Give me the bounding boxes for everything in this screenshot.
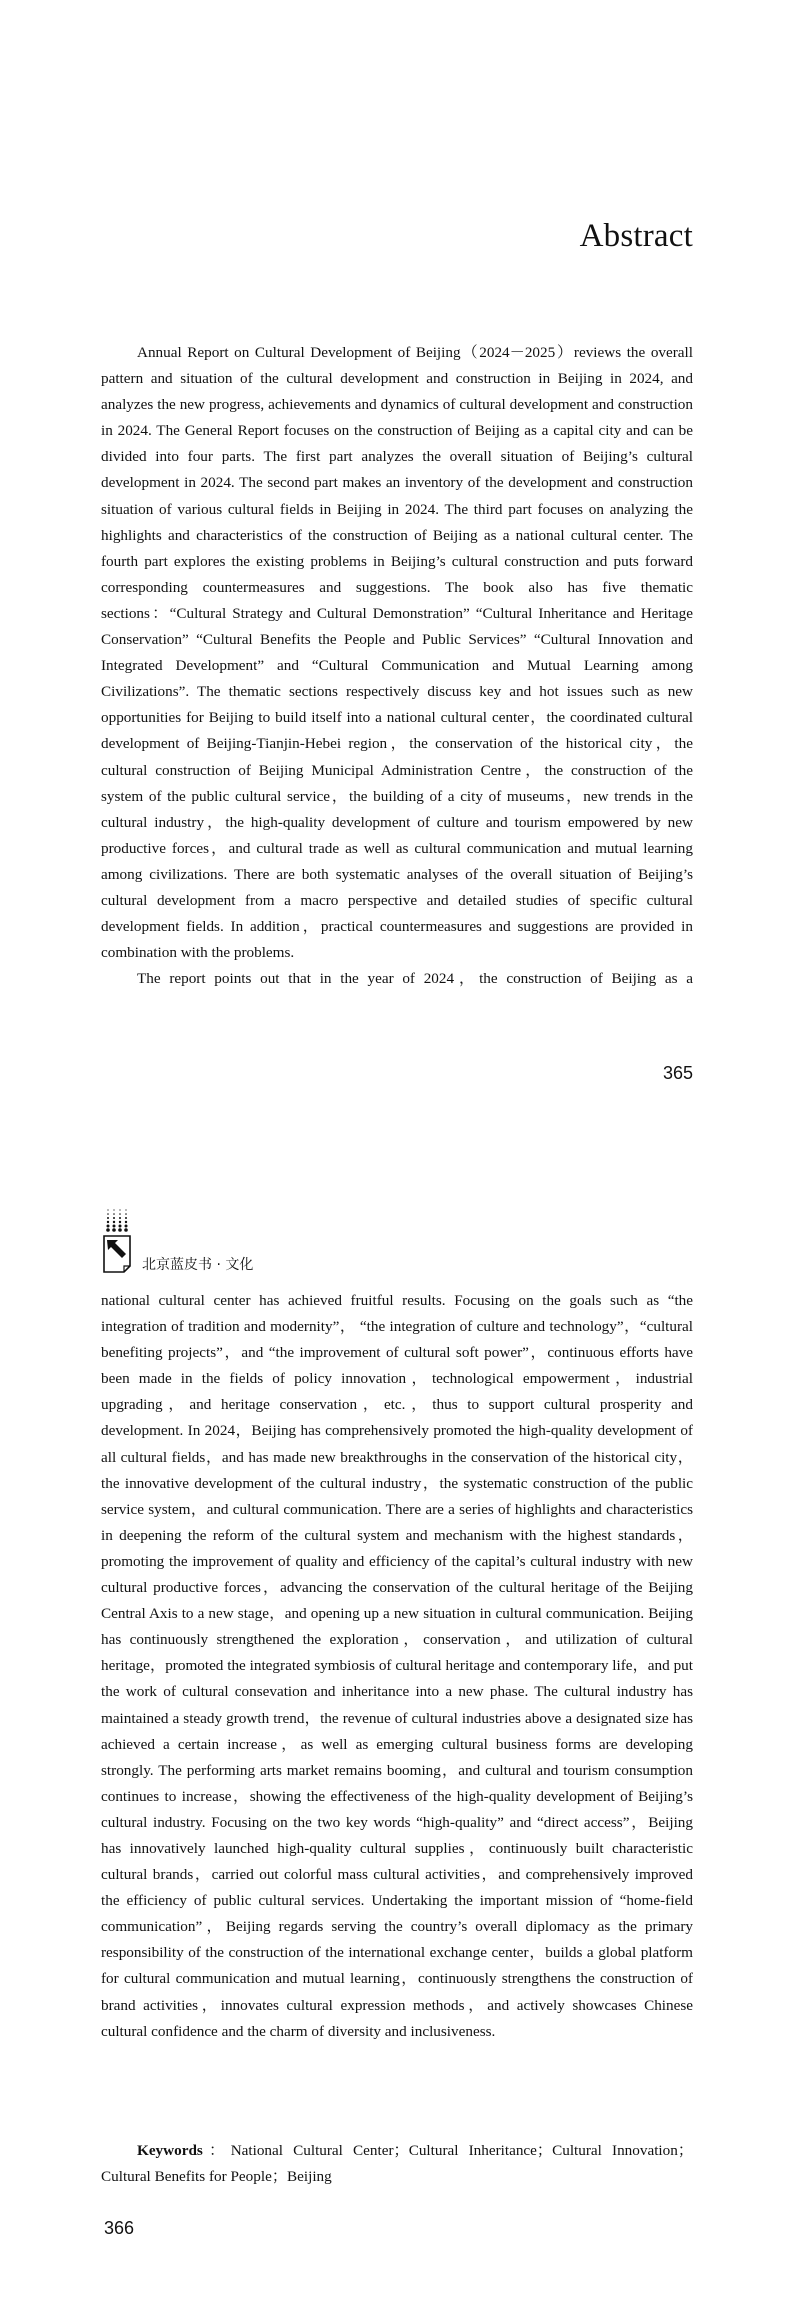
keywords-label: Keywords <box>137 2142 203 2159</box>
keywords-list: National Cultural Center；Cultural Inheritance；Cultural Innovation；Cultural Benefits for People；Beijing <box>101 2142 694 2186</box>
page-number: 366 <box>104 2218 135 2238</box>
abstract-paragraph-2: The report points out that in the year of 2024，the construction of Beijing as a <box>137 970 693 988</box>
abstract-paragraph-2-continued: national cultural center has achieved fruitful results. Focusing on the goals such as “the integration of tradition and modernity”， “the integration of culture and technology”，“cultural benefiting projects”，and “the improvement of cultural soft power”，continuous efforts have been made in the fields of policy innovation，technological empowerment，industrial upgrading，and heritage conservation，etc.，thus to support cultural prosperity and development. In 2024，Beijing has comprehensively promoted the high-quality development of all cultural fields，and has made new breakthroughs in the conservation of the historical city，the innovative development of the cultural industry，the systematic construction of the public service system，and cultural communication. There are a series of highlights and characteristics in deepening the reform of the cultural system and mechanism with the highest standards，promoting the improvement of quality and efficiency of the capital’s cultural industry with new cultural productive forces，advancing the conservation of the cultural heritage of the Beijing Central Axis to a new stage，and opening up a new situation in cultural communication. Beijing has continuously strengthened the exploration，conservation，and utilization of cultural heritage，promoted the integrated symbiosis of cultural heritage and contemporary life，and put the work of cultural consevation and inheritance into a new phase. The cultural industry has maintained a steady growth trend，the revenue of cultural industries above a designated size has achieved a certain increase，as well as emerging cultural business forms are developing strongly. The performing arts market remains booming，and cultural and tourism consumption continues to increase，showing the effectiveness of the high-quality development of Beijing’s cultural industry. Focusing on the two key words “high-quality” and “direct access”，Beijing has innovatively launched high-quality cultural supplies，continuously built characteristic cultural brands，carried out colorful mass cultural activities，and comprehensively improved the efficiency of public cultural services. Undertaking the important mission of “home-field communication”，Beijing regards serving the country’s overall diplomacy as the primary responsibility of the construction of the international exchange center，builds a global platform for cultural communication and mutual learning，continuously strengthens the construction of brand activities，innovates cultural expression methods，and actively showcases Chinese cultural confidence and the charm of diversity and inclusiveness. <box>101 1292 693 2040</box>
running-header <box>102 1208 402 1278</box>
abstract-body-continued <box>101 1288 693 2045</box>
page-title: Abstract <box>579 218 693 254</box>
abstract-paragraph-1: Annual Report on Cultural Development of Beijing（2024－2025）reviews the overall pattern and situation of the cultural development and construction in Beijing in 2024, and analyzes the new progress, achievements and dynamics of cultural development and construction in 2024. The General Report focuses on the construction of Beijing as a capital city and can be divided into four parts. The first part analyzes the overall situation of Beijing’s cultural development in 2024. The second part makes an inventory of the development and construction situation of various cultural fields in Beijing in 2024. The third part focuses on analyzing the highlights and characteristics of the construction of Beijing as a national cultural center. The fourth part explores the existing problems in Beijing’s cultural construction and puts forward corresponding countermeasures and suggestions. The book also has five thematic sections：“Cultural Strategy and Cultural Demonstration” “Cultural Inheritance and Heritage Conservation” “Cultural Benefits the People and Public Services” “Cultural Innovation and Integrated Development” and “Cultural Communication and Mutual Learning among Civilizations”. The thematic sections respectively discuss key and hot issues such as new opportunities for Beijing to build itself into a national cultural center，the coordinated cultural development of Beijing-Tianjin-Hebei region，the conservation of the historical city，the cultural construction of Beijing Municipal Administration Centre，the construction of the system of the public cultural service，the building of a city of museums，new trends in the cultural industry，the high-quality development of culture and tourism empowered by new productive forces，and cultural trade as well as cultural communication and mutual learning among civilizations. There are both systematic analyses of the overall situation of Beijing’s cultural development from a macro perspective and detailed studies of specific cultural development fields. In addition，practical countermeasures and suggestions are provided in combination with the problems. <box>101 344 693 962</box>
abstract-body <box>101 340 693 992</box>
keywords-separator: ： <box>202 2142 231 2159</box>
keywords-line <box>101 2138 693 2190</box>
book-arrow-logo-icon <box>102 1208 142 1278</box>
keywords-section <box>101 2138 693 2190</box>
page-number: 365 <box>662 1063 693 1083</box>
running-header-title: 北京蓝皮书 · 文化 <box>142 1257 254 1273</box>
